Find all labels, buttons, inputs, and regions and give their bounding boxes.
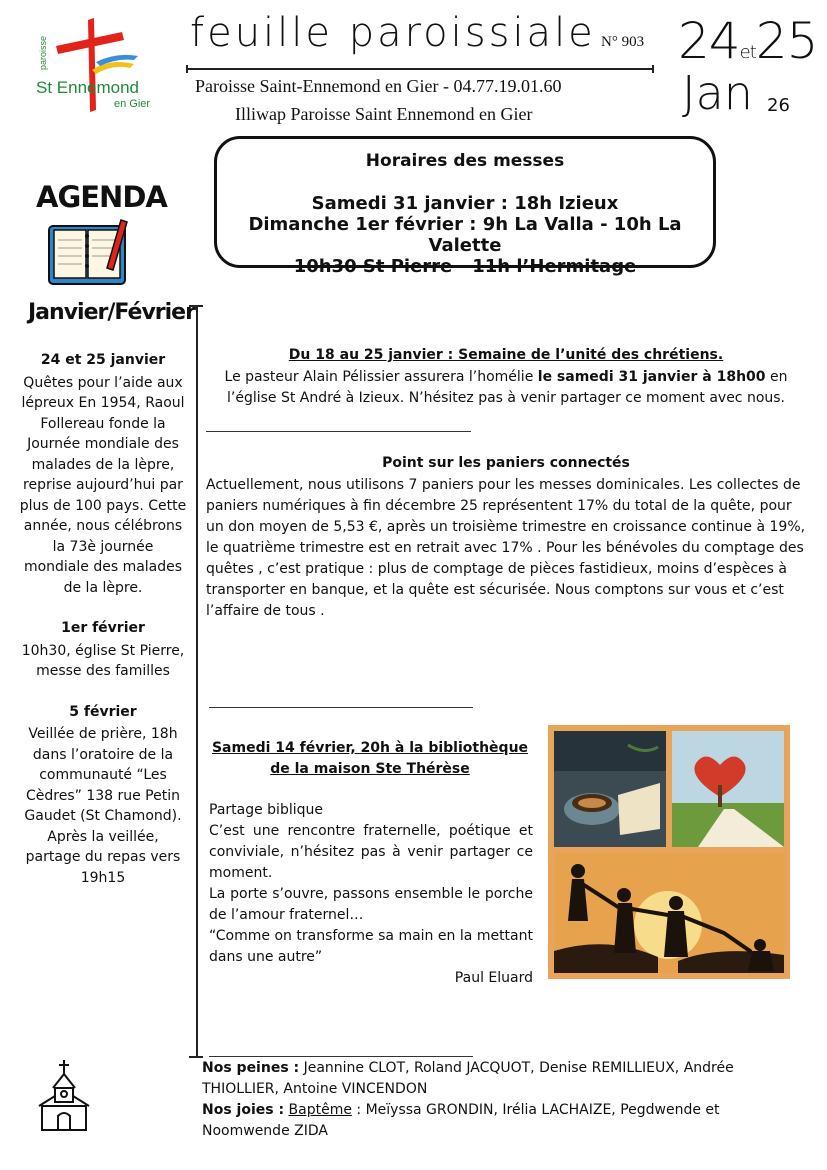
logo-en-gier: en Gier [114,98,151,110]
bible-sharing-p3: La porte s’ouvre, passons ensemble le porche de l’amour fraternel… [209,886,533,923]
contact-line-1: Paroisse Saint-Ennemond en Gier - 04.77.19.01.60 [195,76,562,96]
mass-times-heading: Horaires des messes [365,151,565,171]
agenda-list [18,350,188,908]
timeline-bottom-tick [189,1056,203,1058]
bapteme-label: Baptême [288,1102,352,1118]
agenda-title: AGENDA [36,180,167,214]
joies-line [202,1100,806,1142]
contact-line-2: Illiwap Paroisse Saint Ennemond en Gier [235,104,533,124]
coffee-bible-image [554,731,666,847]
date-day-2: 25 [755,12,818,70]
logo-paroisse-text: paroisse [38,36,48,71]
agenda-item [18,618,188,682]
helping-hands-image [554,853,784,973]
date-year: 26 [767,95,790,116]
agenda-item-date: 1er février [61,620,145,636]
unity-week-text-bold: le samedi 31 janvier à 18h00 [537,369,766,385]
mass-times-line-2: Dimanche 1er février : 9h La Valla - 10h La Valette [248,214,682,256]
agenda-item-text: Veillée de prière, 18h dans l’oratoire de la communauté “Les Cèdres” 138 rue Petin Gaudet (St Chamond). Après la veillée, partage du repas vers 19h15 [24,726,182,886]
unity-week-text-1: Le pasteur Alain Pélissier assurera l’homélie [224,369,538,385]
footer-notices [202,1058,806,1142]
unity-week-text-2: en l’église St André à Izieux. N’hésitez pas à venir partager ce moment avec nous. [226,369,788,406]
bible-sharing-p1: Partage biblique [209,802,323,818]
church-icon [35,1058,93,1132]
page-title: feuille paroissiale [190,10,596,56]
joies-text: : Meïyssa GRONDIN, Irélia LACHAIZE, Pegdwende et Noomwende ZIDA [202,1102,720,1139]
section-divider [209,1056,473,1057]
issue-number: N° 903 [601,34,645,50]
agenda-item [18,702,188,889]
agenda-item-date: 5 février [69,703,137,720]
bible-sharing-title: Samedi 14 février, 20h à la bibliothèque de la maison Ste Thérèse [211,740,529,777]
parish-logo [30,14,160,124]
mass-times-line-1: Samedi 31 janvier : 18h Izieux [311,193,619,214]
peines-text: Jeannine CLOT, Roland JACQUOT, Denise REMILLIEUX, Andrée THIOLLIER, Antoine VINCENDON [202,1060,734,1097]
agenda-month: Janvier/Février [28,300,195,325]
unity-week-title: Du 18 au 25 janvier : Semaine de l’unité des chrétiens. [288,347,724,363]
baskets-body: Actuellement, nous utilisons 7 paniers pour les messes dominicales. Les collectes de paniers numériques à fin décembre 25 représentent 17% du total de la quête, pour un don moyen de 5,53 €, après un troisième trimestre en croissance continue à 19%, le quatrième trimestre est en retrait avec 17% . Pour les bénévoles du comptage des quêtes , c’est pratique : plus de comptage de pièces fastidieux, moins d’espèces à transporter en banque, et la quête est sécurisée. Nous comptons sur vous et c’est l’affaire de tous . [206,477,806,619]
date-days [678,12,817,70]
peines-label: Nos peines : [202,1060,300,1076]
mass-times-box [214,136,716,277]
section-divider [209,707,473,708]
bible-sharing-quote: “Comme on transforme sa main en la mettant dans une autre” [209,928,533,965]
agenda-item-text: Quêtes pour l’aide aux lépreux En 1954, Raoul Follereau fonde la Journée mondiale des malades de la lèpre, reprise aujourd’hui par plus de 100 pays. Cette année, nous célébrons la 73è journée mondiale des malades de la lèpre. [19,374,187,596]
bible-sharing-author: Paul Eluard [454,970,533,986]
agenda-item [18,350,188,598]
bible-sharing-body [209,800,533,989]
mass-times-line-3: 10h30 St Pierre - 11h l’Hermitage [293,256,637,277]
section-divider [206,431,471,432]
agenda-item-text: 10h30, église St Pierre, messe des familles [21,642,185,679]
date-day-1: 24 [678,12,740,70]
title-rule [186,68,654,70]
unity-week-body [206,367,806,409]
bible-sharing-p2: C’est une rencontre fraternelle, poétique et conviviale, n’hésitez pas à venir partager ce moment. [209,823,533,881]
peines-line [202,1058,806,1100]
logo-parish-name: St Ennemond [36,78,140,97]
date-month: Jan [682,66,753,120]
notebook-icon [45,218,131,288]
heart-tree-image [672,731,784,847]
photo-collage [548,725,790,979]
baskets-title: Point sur les paniers connectés [382,455,630,471]
joies-label: Nos joies : [202,1102,285,1118]
agenda-item-date: 24 et 25 janvier [40,352,166,368]
date-et: et [739,42,756,63]
timeline-divider [196,305,198,1057]
